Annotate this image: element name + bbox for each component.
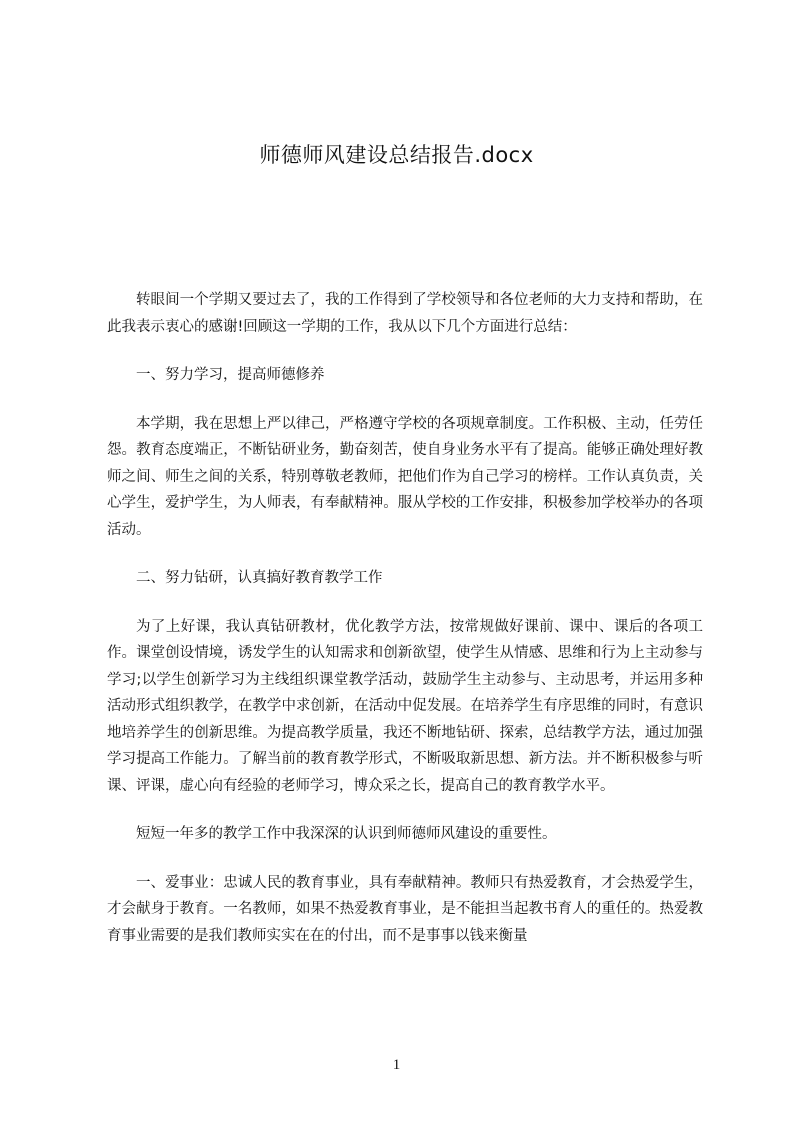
section-body-2: 为了上好课，我认真钻研教材，优化教学方法，按常规做好课前、课中、课后的各项工作。课堂创设情境，诱发学生的认知需求和创新欲望，使学生从情感、思维和行为上主动参与学习;以学生创新学习为主线组织课堂教学活动，鼓励学生主动参与、主动思考，并运用多种活动形式组织教学，在教学中求创新，在活动中促发展。在培养学生有序思维的同时，有意识地培养学生的创新思维。为提高教学质量，我还不断地钻研、探索，总结教学方法，通过加强学习提高工作能力。了解当前的教育教学形式，不断吸取新思想、新方法。并不断积极参与听课、评课，虚心向有经验的老师学习，博众采之长，提高自己的教育教学水平。 xyxy=(107,618,703,794)
page-number: 1 xyxy=(392,1057,401,1073)
section-heading-1: 一、努力学习，提高师德修养 xyxy=(136,367,325,383)
document-body xyxy=(107,287,703,971)
section-body-1: 本学期，我在思想上严以律己，严格遵守学校的各项规章制度。工作积极、主动，任劳任怨。教育态度端正，不断钻研业务，勤奋刻苦，使自身业务水平有了提高。能够正确处理好教师之间、师生之间的关系，特别尊敬老教师，把他们作为自己学习的榜样。工作认真负责，关心学生，爱护学生，为人师表，有奉献精神。服从学校的工作安排，积极参加学校举办的各项活动。 xyxy=(107,415,703,538)
document-title: 师德师风建设总结报告.docx xyxy=(259,143,534,167)
intro-paragraph: 转眼间一个学期又要过去了，我的工作得到了学校领导和各位老师的大力支持和帮助，在此我表示衷心的感谢!回顾这一学期的工作，我从以下几个方面进行总结： xyxy=(107,292,703,335)
point-paragraph-1: 一、爱事业：忠诚人民的教育事业，具有奉献精神。教师只有热爱教育，才会热爱学生，才会献身于教育。一名教师，如果不热爱教育事业，是不能担当起教书育人的重任的。热爱教育事业需要的是我们教师实实在在的付出，而不是事事以钱来衡量 xyxy=(107,874,703,944)
section-heading-2: 二、努力钻研，认真搞好教育教学工作 xyxy=(136,570,383,586)
summary-paragraph: 短短一年多的教学工作中我深深的认识到师德师风建设的重要性。 xyxy=(136,826,557,842)
